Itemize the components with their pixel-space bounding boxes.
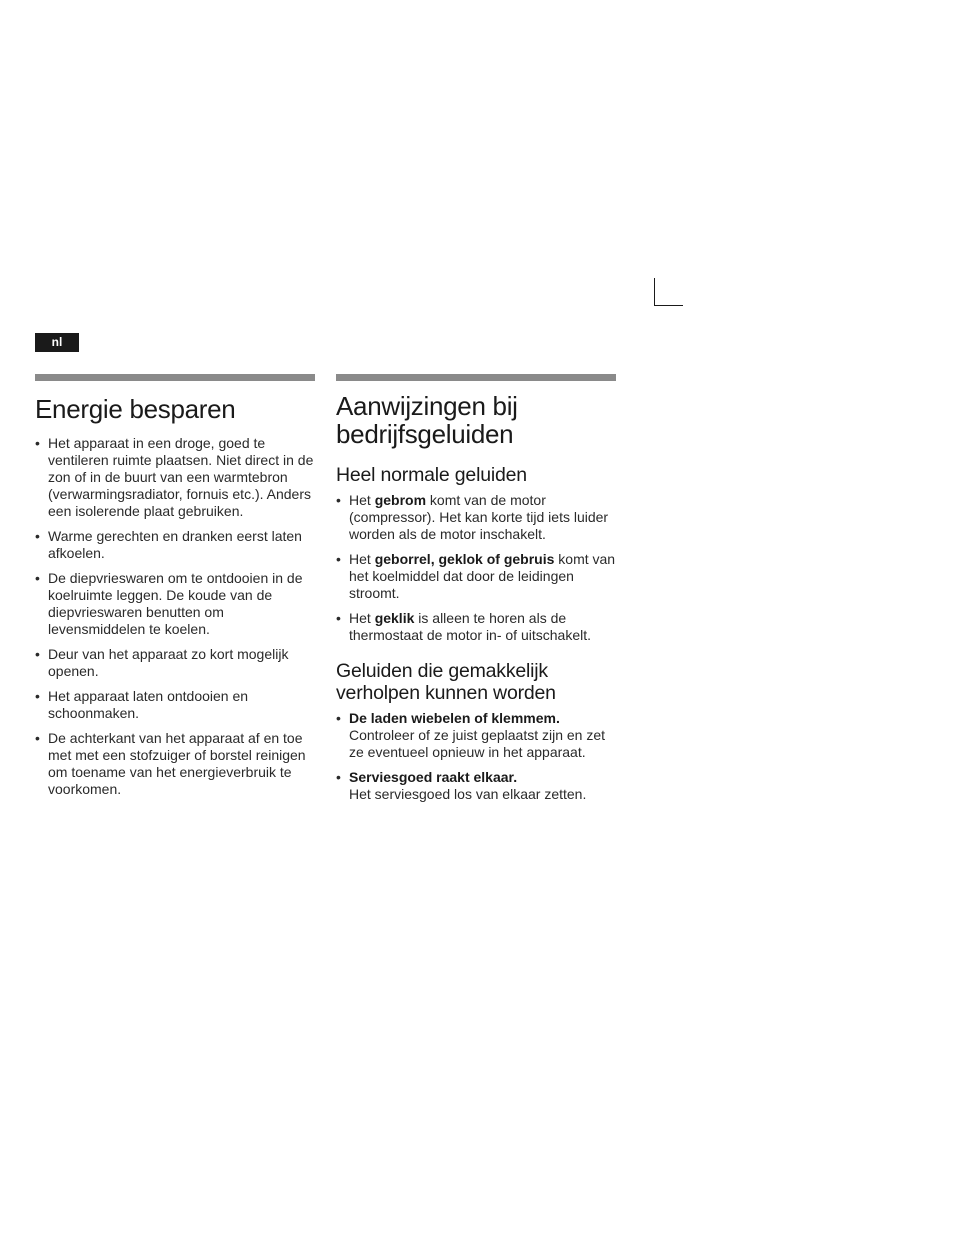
list-item: • De diepvrieswaren om te ontdooien in de koelruimte leggen. De koude van de diepvrieswaren benutten om levensmiddelen te koelen. (35, 570, 315, 638)
list-item: • Warme gerechten en dranken eerst laten afkoelen. (35, 528, 315, 562)
subsection-heading: Heel normale geluiden (336, 464, 527, 486)
fixable-noises-list (336, 710, 616, 803)
item-text: Controleer of ze juist geplaatst zijn en zet ze eventueel opnieuw in het apparaat. (349, 727, 606, 760)
list-item: • Deur van het apparaat zo kort mogelijk openen. (35, 646, 315, 680)
list-item (336, 492, 616, 543)
item-keyword: geborrel, geklok of gebruis (374, 551, 555, 567)
item-text: Het serviesgoed los van elkaar zetten. (349, 786, 587, 802)
list-item (336, 769, 616, 803)
operating-noises-section (336, 374, 616, 803)
item-text: komt van de motor (compressor). Het kan korte tijd iets luider worden als de motor inschakelt. (349, 492, 609, 542)
normal-noises-subsection (336, 464, 616, 644)
item-keyword: De laden wiebelen of klemmem. (349, 710, 560, 726)
energy-tips-list (35, 435, 315, 798)
item-keyword: geklik (374, 610, 415, 626)
fixable-noises-subsection (336, 660, 616, 803)
normal-noises-list (336, 492, 616, 644)
item-prefix: Het (349, 492, 375, 508)
item-text: komt van het koelmiddel dat door de leidingen stroomt. (349, 551, 616, 601)
list-item (336, 610, 616, 644)
list-item (336, 710, 616, 761)
item-text: is alleen te horen als de thermostaat de motor in- of uitschakelt. (349, 610, 591, 643)
subsection-heading: Geluiden die gemakkelijk verholpen kunnen worden (336, 660, 556, 704)
section-rule (35, 374, 315, 381)
crop-mark (654, 278, 683, 306)
language-badge: nl (35, 333, 79, 352)
item-prefix: Het (349, 610, 375, 626)
item-keyword: Serviesgoed raakt elkaar. (349, 769, 518, 785)
section-title: Aanwijzingen bij bedrijfsgeluiden (336, 391, 518, 449)
section-title: Energie besparen (35, 394, 236, 424)
item-prefix: Het (349, 551, 375, 567)
list-item: • Het apparaat laten ontdooien en schoonmaken. (35, 688, 315, 722)
list-item (336, 551, 616, 602)
list-item: • De achterkant van het apparaat af en toe met met een stofzuiger of borstel reinigen om toename van het energieverbruik te voorkomen. (35, 730, 315, 798)
section-rule (336, 374, 616, 381)
item-keyword: gebrom (374, 492, 427, 508)
energy-saving-section (35, 374, 315, 798)
list-item: • Het apparaat in een droge, goed te ventileren ruimte plaatsen. Niet direct in de zon of in de buurt van een warmtebron (verwarmingsradiator, fornuis etc.). Anders een isolerende plaat gebruiken. (35, 435, 315, 520)
